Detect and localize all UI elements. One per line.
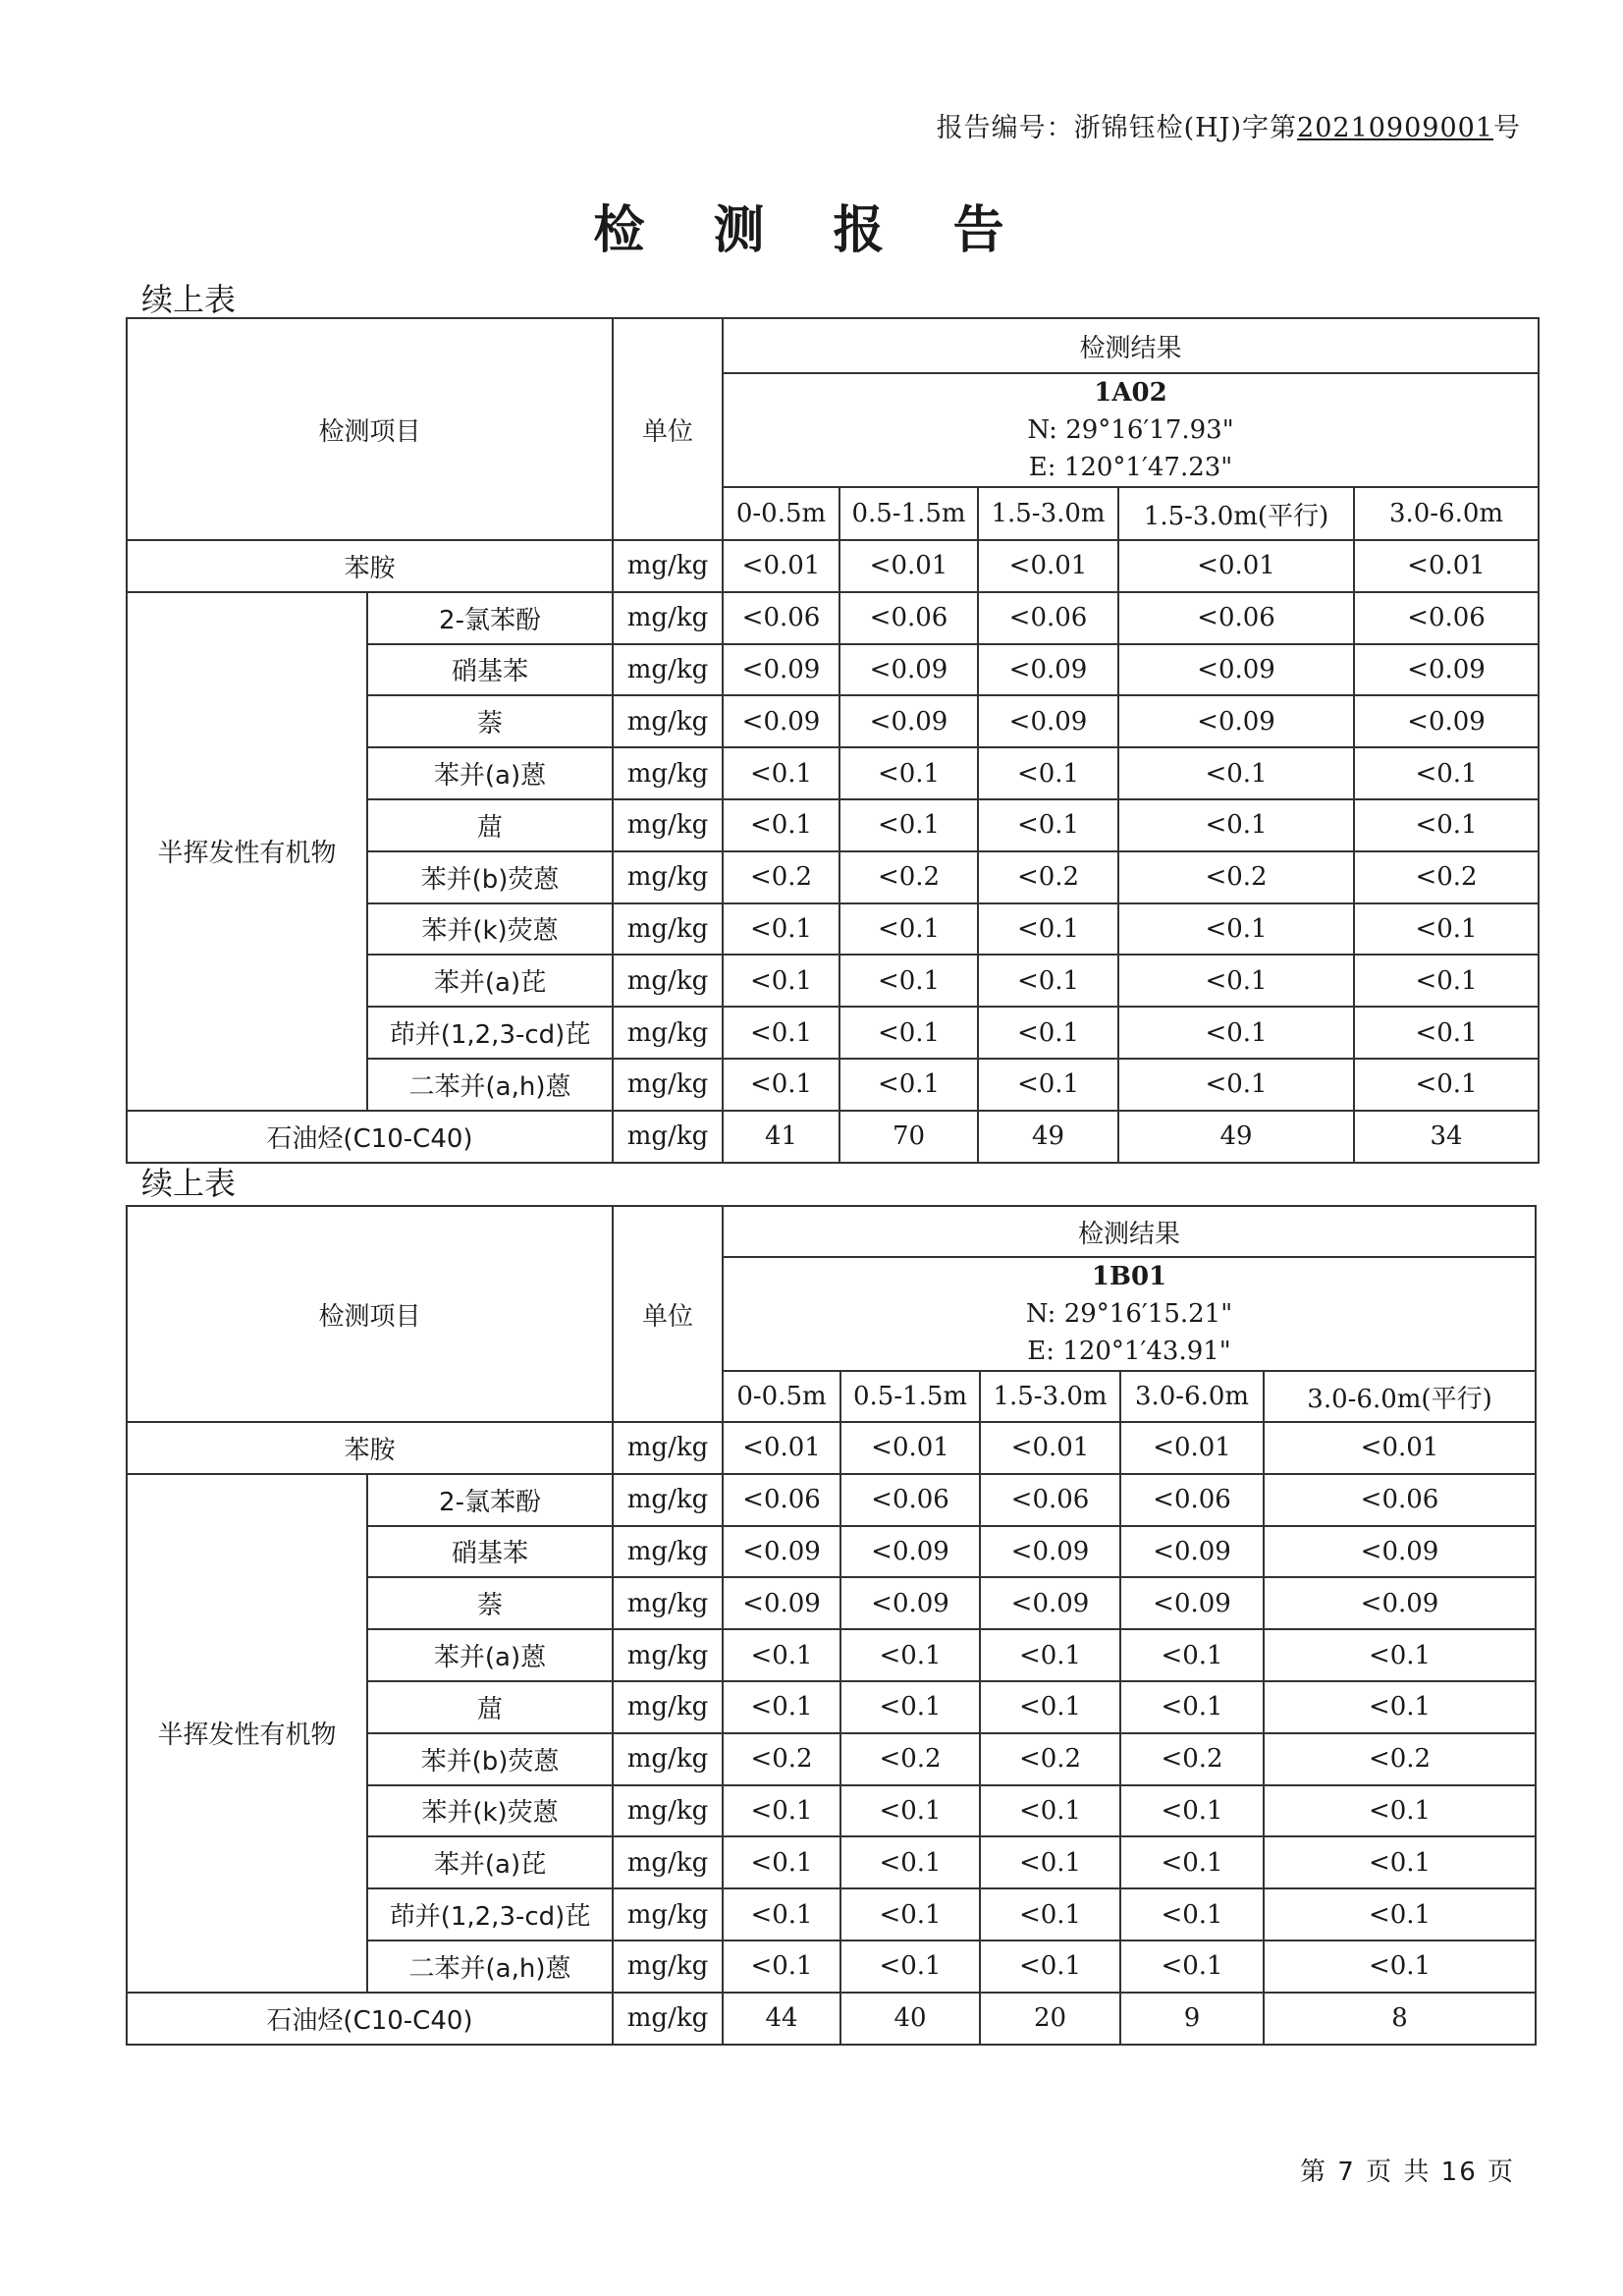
- item-name: 茚并(1,2,3-cd)芘: [367, 1888, 613, 1941]
- value-cell: <0.09: [1118, 644, 1354, 696]
- item-name: 苯并(a)蒽: [367, 747, 613, 799]
- value-cell: <0.1: [1120, 1836, 1264, 1888]
- value-cell: <0.01: [1118, 540, 1354, 592]
- unit-header: 单位: [613, 318, 723, 540]
- coordinate-north: N: 29°16′15.21": [1025, 1299, 1233, 1329]
- value-cell: <0.01: [1354, 540, 1539, 592]
- value-cell: <0.1: [839, 1007, 978, 1059]
- page-title: 检 测 报 告: [593, 201, 1030, 260]
- value-cell: 44: [723, 1993, 840, 2045]
- value-cell: <0.1: [978, 799, 1118, 851]
- unit-cell: mg/kg: [613, 1059, 723, 1111]
- value-cell: <0.1: [840, 1681, 980, 1733]
- value-cell: <0.2: [1264, 1733, 1536, 1785]
- group-label: 半挥发性有机物: [127, 1474, 367, 1993]
- item-name: 萘: [367, 1577, 613, 1629]
- value-cell: <0.2: [1118, 851, 1354, 903]
- value-cell: <0.1: [840, 1941, 980, 1993]
- value-cell: <0.1: [1264, 1836, 1536, 1888]
- depth-header: 3.0-6.0m: [1354, 487, 1539, 540]
- depth-header: 1.5-3.0m: [978, 487, 1118, 540]
- value-cell: <0.01: [723, 1422, 840, 1474]
- depth-header: 0-0.5m: [723, 1371, 840, 1422]
- table-row: [127, 592, 1539, 644]
- value-cell: <0.06: [1118, 592, 1354, 644]
- item-name: 苯胺: [127, 1422, 613, 1474]
- value-cell: <0.06: [839, 592, 978, 644]
- value-cell: <0.1: [839, 903, 978, 956]
- value-cell: <0.09: [840, 1577, 980, 1629]
- value-cell: <0.1: [978, 1059, 1118, 1111]
- depth-header: 0-0.5m: [723, 487, 839, 540]
- value-cell: <0.09: [980, 1526, 1120, 1578]
- sample-id: 1A02: [1094, 378, 1167, 408]
- value-cell: <0.09: [723, 1526, 840, 1578]
- value-cell: 8: [1264, 1993, 1536, 2045]
- value-cell: <0.09: [840, 1526, 980, 1578]
- item-name: 萘: [367, 695, 613, 747]
- item-name: 苯胺: [127, 540, 613, 592]
- value-cell: <0.1: [723, 1681, 840, 1733]
- value-cell: <0.2: [1120, 1733, 1264, 1785]
- value-cell: <0.09: [1120, 1526, 1264, 1578]
- value-cell: <0.1: [840, 1836, 980, 1888]
- item-name: 硝基苯: [367, 1526, 613, 1578]
- value-cell: <0.1: [1354, 903, 1539, 956]
- value-cell: <0.01: [1264, 1422, 1536, 1474]
- value-cell: <0.1: [1354, 955, 1539, 1007]
- value-cell: <0.1: [980, 1836, 1120, 1888]
- value-cell: <0.1: [723, 799, 839, 851]
- unit-cell: mg/kg: [613, 1629, 723, 1681]
- unit-cell: mg/kg: [613, 1993, 723, 2045]
- group-label: 半挥发性有机物: [127, 592, 367, 1111]
- table-row: [127, 1474, 1536, 1526]
- value-cell: <0.09: [978, 695, 1118, 747]
- value-cell: <0.2: [723, 1733, 840, 1785]
- value-cell: 49: [978, 1111, 1118, 1163]
- unit-cell: mg/kg: [613, 1888, 723, 1941]
- value-cell: <0.1: [978, 903, 1118, 956]
- unit-cell: mg/kg: [613, 1836, 723, 1888]
- item-name: 䓛: [367, 799, 613, 851]
- item-name: 石油烃(C10-C40): [127, 1111, 613, 1163]
- value-cell: <0.1: [1264, 1629, 1536, 1681]
- sample-info: [723, 1257, 1536, 1371]
- item-name: 2-氯苯酚: [367, 592, 613, 644]
- item-name: 苯并(a)芘: [367, 955, 613, 1007]
- item-name: 茚并(1,2,3-cd)芘: [367, 1007, 613, 1059]
- value-cell: <0.1: [1120, 1629, 1264, 1681]
- value-cell: <0.1: [978, 747, 1118, 799]
- value-cell: <0.1: [1118, 747, 1354, 799]
- results-table-1b01: [126, 1205, 1537, 2046]
- value-cell: <0.1: [839, 799, 978, 851]
- value-cell: <0.1: [723, 1629, 840, 1681]
- unit-cell: mg/kg: [613, 540, 723, 592]
- unit-header: 单位: [613, 1206, 723, 1422]
- value-cell: <0.1: [723, 1836, 840, 1888]
- value-cell: <0.1: [1118, 903, 1354, 956]
- unit-cell: mg/kg: [613, 1007, 723, 1059]
- coordinate-east: E: 120°1′43.91": [1027, 1337, 1231, 1366]
- item-name: 二苯并(a,h)蒽: [367, 1941, 613, 1993]
- value-cell: <0.2: [1354, 851, 1539, 903]
- depth-header: 1.5-3.0m: [980, 1371, 1120, 1422]
- depth-header: 0.5-1.5m: [839, 487, 978, 540]
- value-cell: <0.1: [1120, 1785, 1264, 1837]
- item-name: 苯并(b)荧蒽: [367, 851, 613, 903]
- value-cell: <0.1: [1118, 1059, 1354, 1111]
- value-cell: <0.1: [840, 1888, 980, 1941]
- unit-cell: mg/kg: [613, 903, 723, 956]
- value-cell: <0.2: [840, 1733, 980, 1785]
- value-cell: <0.06: [1354, 592, 1539, 644]
- value-cell: <0.09: [839, 644, 978, 696]
- value-cell: <0.2: [980, 1733, 1120, 1785]
- item-name: 二苯并(a,h)蒽: [367, 1059, 613, 1111]
- value-cell: <0.1: [723, 1059, 839, 1111]
- value-cell: <0.2: [978, 851, 1118, 903]
- table-row: [127, 1111, 1539, 1163]
- value-cell: <0.06: [980, 1474, 1120, 1526]
- value-cell: <0.1: [1120, 1681, 1264, 1733]
- unit-cell: mg/kg: [613, 644, 723, 696]
- item-name: 硝基苯: [367, 644, 613, 696]
- results-table-1a02: [126, 317, 1540, 1164]
- value-cell: <0.1: [1118, 1007, 1354, 1059]
- table-row: [127, 540, 1539, 592]
- value-cell: <0.1: [1264, 1681, 1536, 1733]
- value-cell: <0.1: [840, 1629, 980, 1681]
- value-cell: 34: [1354, 1111, 1539, 1163]
- value-cell: <0.1: [980, 1941, 1120, 1993]
- unit-cell: mg/kg: [613, 799, 723, 851]
- coordinate-east: E: 120°1′47.23": [1028, 453, 1233, 482]
- value-cell: 49: [1118, 1111, 1354, 1163]
- item-name: 苯并(a)芘: [367, 1836, 613, 1888]
- value-cell: <0.1: [1120, 1888, 1264, 1941]
- unit-cell: mg/kg: [613, 1474, 723, 1526]
- value-cell: <0.09: [1118, 695, 1354, 747]
- page-number: 第 7 页 共 16 页: [1300, 2158, 1515, 2187]
- value-cell: <0.09: [1264, 1577, 1536, 1629]
- value-cell: <0.1: [839, 955, 978, 1007]
- value-cell: <0.1: [1118, 799, 1354, 851]
- value-cell: <0.09: [1354, 695, 1539, 747]
- value-cell: <0.1: [723, 955, 839, 1007]
- value-cell: <0.09: [980, 1577, 1120, 1629]
- value-cell: <0.1: [840, 1785, 980, 1837]
- item-name: 苯并(k)荧蒽: [367, 903, 613, 956]
- value-cell: <0.1: [1354, 799, 1539, 851]
- value-cell: <0.09: [723, 1577, 840, 1629]
- value-cell: <0.1: [980, 1888, 1120, 1941]
- value-cell: <0.09: [839, 695, 978, 747]
- unit-cell: mg/kg: [613, 851, 723, 903]
- depth-header: 3.0-6.0m: [1120, 1371, 1264, 1422]
- value-cell: <0.1: [980, 1629, 1120, 1681]
- unit-cell: mg/kg: [613, 1785, 723, 1837]
- value-cell: <0.1: [1120, 1941, 1264, 1993]
- value-cell: <0.06: [723, 592, 839, 644]
- value-cell: <0.06: [978, 592, 1118, 644]
- value-cell: <0.06: [1264, 1474, 1536, 1526]
- value-cell: <0.1: [723, 1941, 840, 1993]
- item-name: 苯并(k)荧蒽: [367, 1785, 613, 1837]
- value-cell: <0.06: [1120, 1474, 1264, 1526]
- unit-cell: mg/kg: [613, 1526, 723, 1578]
- value-cell: <0.1: [978, 955, 1118, 1007]
- value-cell: <0.09: [723, 695, 839, 747]
- sample-id: 1B01: [1091, 1262, 1167, 1291]
- item-name: 2-氯苯酚: [367, 1474, 613, 1526]
- value-cell: <0.06: [840, 1474, 980, 1526]
- value-cell: <0.1: [839, 1059, 978, 1111]
- value-cell: <0.1: [723, 747, 839, 799]
- value-cell: <0.01: [1120, 1422, 1264, 1474]
- value-cell: <0.01: [839, 540, 978, 592]
- value-cell: <0.2: [839, 851, 978, 903]
- value-cell: 41: [723, 1111, 839, 1163]
- value-cell: <0.1: [1118, 955, 1354, 1007]
- value-cell: <0.1: [723, 1888, 840, 1941]
- result-header: 检测结果: [723, 1206, 1536, 1257]
- coordinate-north: N: 29°16′17.93": [1027, 415, 1234, 445]
- depth-header: 0.5-1.5m: [840, 1371, 980, 1422]
- value-cell: <0.1: [839, 747, 978, 799]
- sample-info: [723, 373, 1539, 487]
- value-cell: <0.1: [723, 1785, 840, 1837]
- unit-cell: mg/kg: [613, 1111, 723, 1163]
- unit-cell: mg/kg: [613, 695, 723, 747]
- value-cell: <0.01: [723, 540, 839, 592]
- depth-header: 3.0-6.0m(平行): [1264, 1371, 1536, 1422]
- result-header: 检测结果: [723, 318, 1539, 373]
- report-number-suffix: 号: [1493, 113, 1521, 143]
- value-cell: 40: [840, 1993, 980, 2045]
- table-continued-label: 续上表: [141, 1165, 237, 1202]
- item-header: 检测项目: [127, 318, 613, 540]
- value-cell: <0.1: [1264, 1785, 1536, 1837]
- value-cell: <0.09: [1120, 1577, 1264, 1629]
- item-name: 苯并(a)蒽: [367, 1629, 613, 1681]
- unit-cell: mg/kg: [613, 1733, 723, 1785]
- report-number-value: 20210909001: [1297, 113, 1493, 143]
- value-cell: <0.1: [1354, 747, 1539, 799]
- value-cell: <0.09: [978, 644, 1118, 696]
- item-name: 䓛: [367, 1681, 613, 1733]
- value-cell: <0.1: [980, 1681, 1120, 1733]
- value-cell: <0.1: [980, 1785, 1120, 1837]
- depth-header: 1.5-3.0m(平行): [1118, 487, 1354, 540]
- value-cell: <0.1: [1354, 1007, 1539, 1059]
- value-cell: <0.09: [1354, 644, 1539, 696]
- table-row: [127, 1993, 1536, 2045]
- unit-cell: mg/kg: [613, 592, 723, 644]
- item-header: 检测项目: [127, 1206, 613, 1422]
- value-cell: <0.1: [978, 1007, 1118, 1059]
- item-name: 石油烃(C10-C40): [127, 1993, 613, 2045]
- value-cell: 70: [839, 1111, 978, 1163]
- value-cell: <0.1: [1264, 1888, 1536, 1941]
- unit-cell: mg/kg: [613, 1422, 723, 1474]
- unit-cell: mg/kg: [613, 1577, 723, 1629]
- value-cell: <0.01: [840, 1422, 980, 1474]
- value-cell: <0.2: [723, 851, 839, 903]
- value-cell: <0.1: [1354, 1059, 1539, 1111]
- value-cell: <0.01: [978, 540, 1118, 592]
- unit-cell: mg/kg: [613, 955, 723, 1007]
- value-cell: <0.1: [723, 1007, 839, 1059]
- value-cell: <0.1: [723, 903, 839, 956]
- item-name: 苯并(b)荧蒽: [367, 1733, 613, 1785]
- unit-cell: mg/kg: [613, 747, 723, 799]
- value-cell: <0.06: [723, 1474, 840, 1526]
- value-cell: 20: [980, 1993, 1120, 2045]
- unit-cell: mg/kg: [613, 1941, 723, 1993]
- report-number: [937, 106, 1521, 144]
- value-cell: <0.01: [980, 1422, 1120, 1474]
- value-cell: <0.09: [1264, 1526, 1536, 1578]
- value-cell: <0.09: [723, 644, 839, 696]
- report-number-prefix: 报告编号：浙锦钰检(HJ)字第: [936, 113, 1298, 143]
- unit-cell: mg/kg: [613, 1681, 723, 1733]
- table-row: [127, 1422, 1536, 1474]
- value-cell: <0.1: [1264, 1941, 1536, 1993]
- table-continued-label: 续上表: [141, 281, 237, 318]
- value-cell: 9: [1120, 1993, 1264, 2045]
